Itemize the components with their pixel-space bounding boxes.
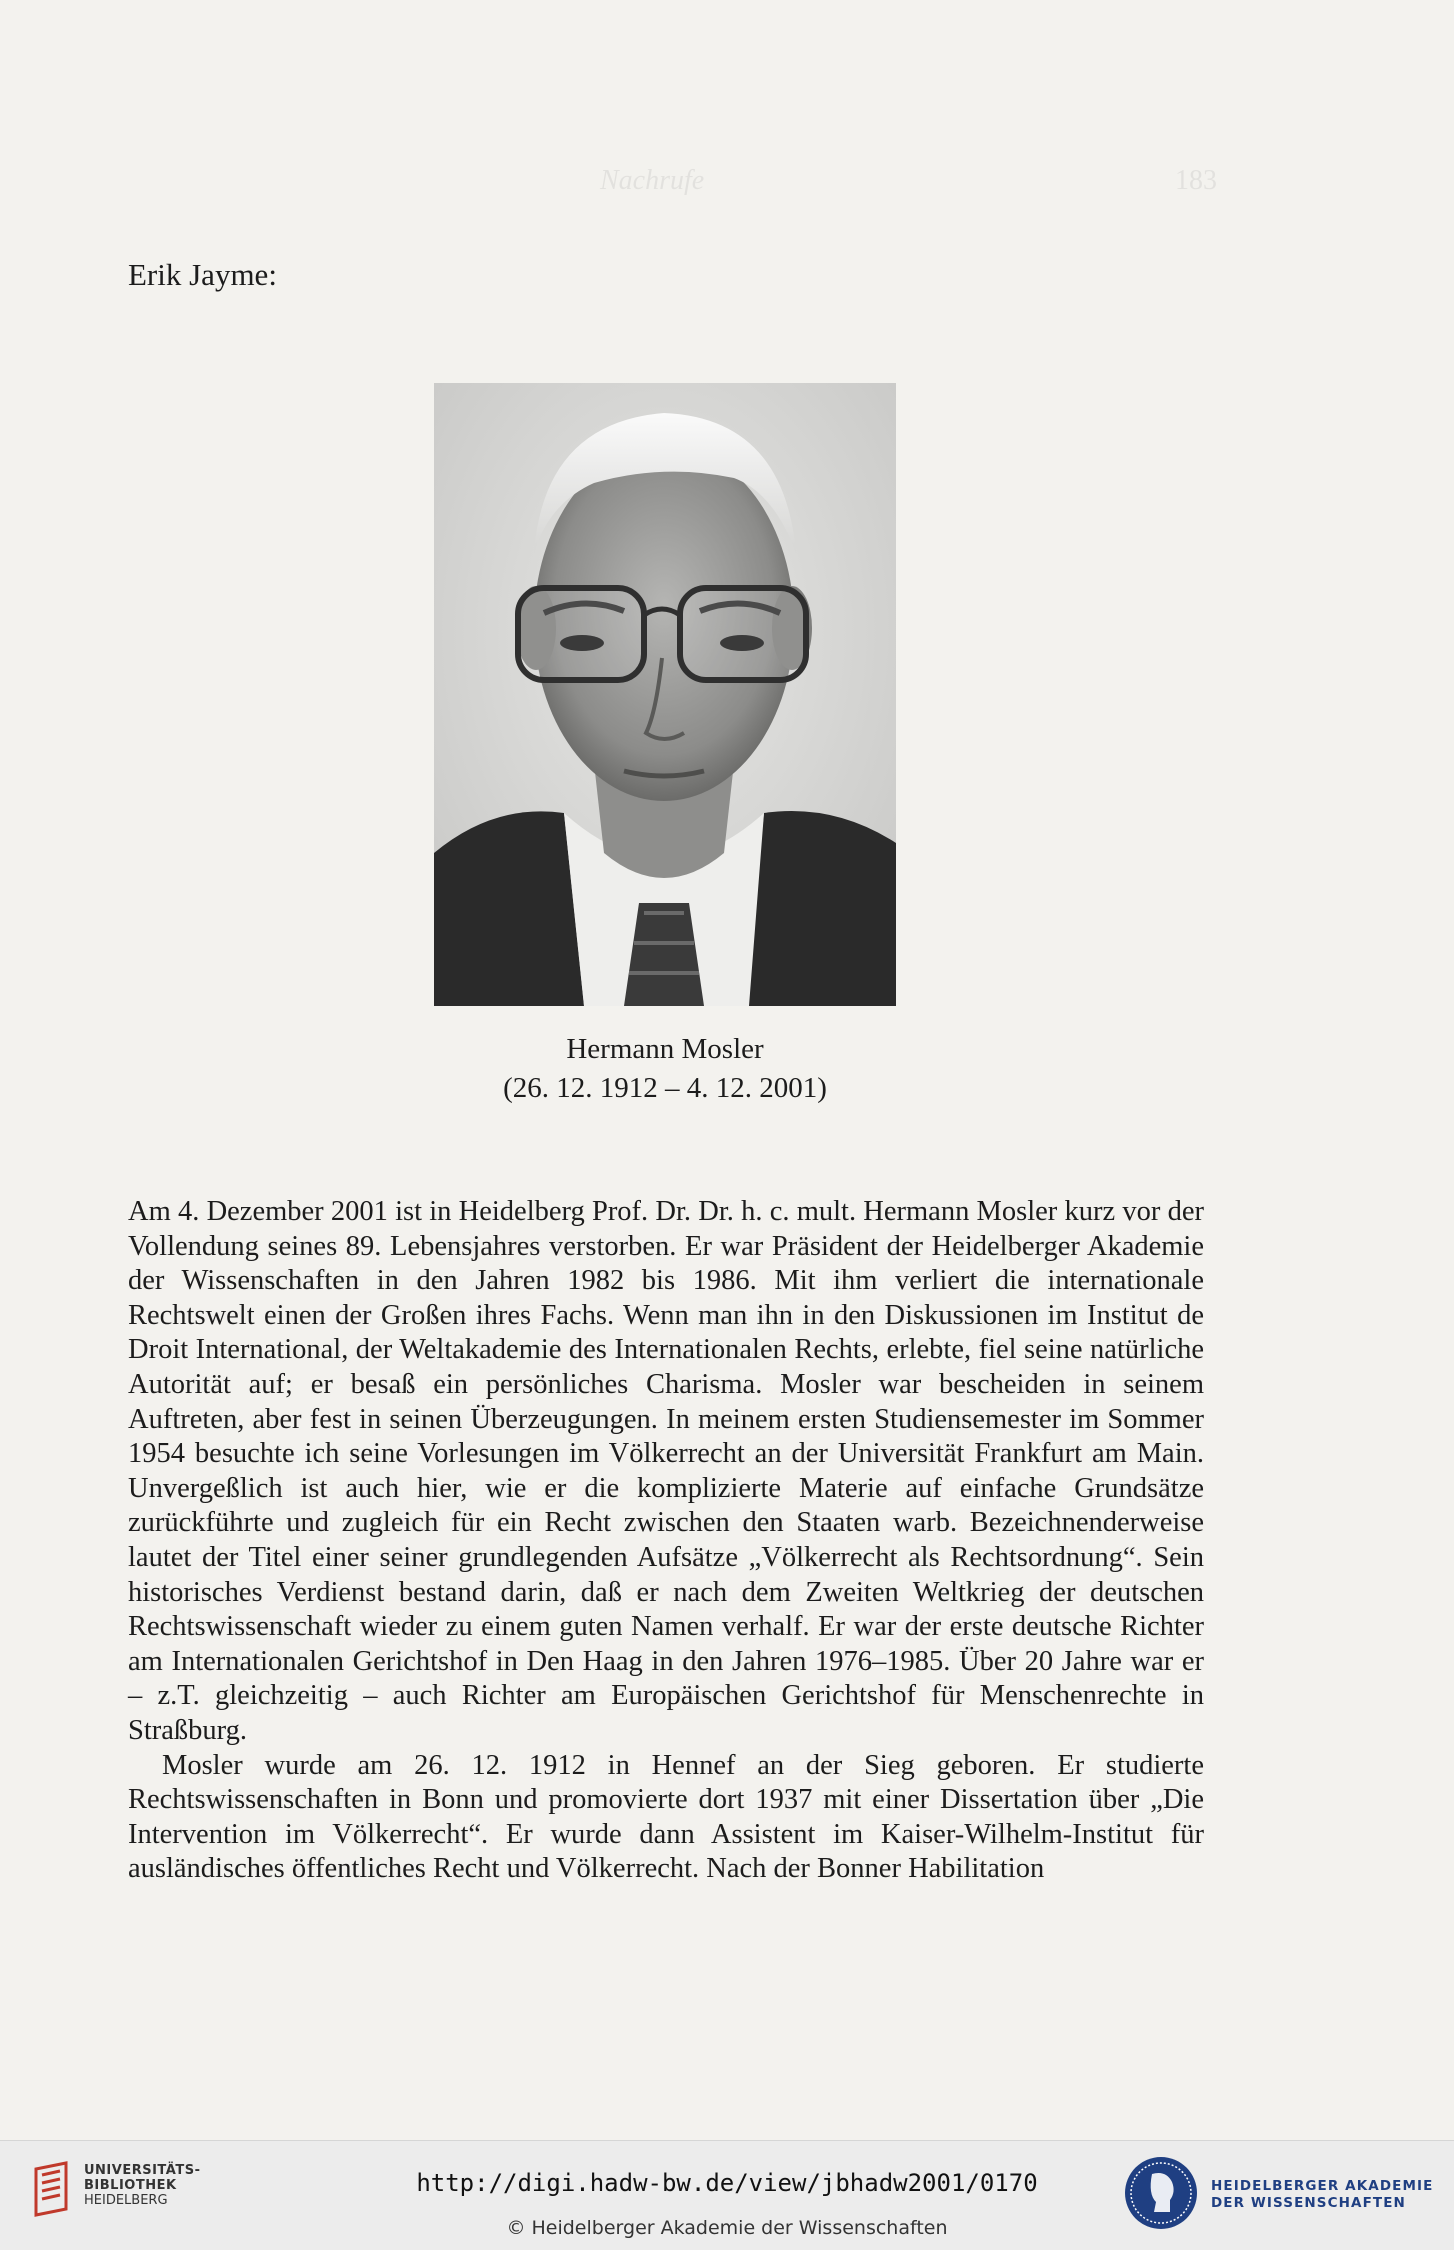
photo-caption-dates: (26. 12. 1912 – 4. 12. 2001) <box>503 1072 827 1104</box>
viewer-footer <box>0 2140 1454 2250</box>
portrait-photo <box>434 383 896 1006</box>
academy-line-1: HEIDELBERGER AKADEMIE <box>1211 2178 1434 2194</box>
photo-caption-name: Hermann Mosler <box>566 1033 764 1065</box>
bleed-through-header: Nachrufe <box>600 165 705 196</box>
obituary-text <box>128 1195 1204 1887</box>
bleed-through-page-number: 183 <box>1175 165 1217 196</box>
library-line-3: HEIDELBERG <box>84 2193 168 2208</box>
academy-line-2: DER WISSENSCHAFTEN <box>1211 2195 1406 2211</box>
library-line-1: UNIVERSITÄTS- <box>84 2163 201 2178</box>
copyright-notice: © Heidelberger Akademie der Wissenschaften <box>506 2217 948 2239</box>
academy-seal-logo-icon[interactable] <box>1122 2154 1200 2237</box>
paragraph: Am 4. Dezember 2001 ist in Heidelberg Prof. Dr. Dr. h. c. mult. Hermann Mosler kurz vor der Vollendung seines 89. Lebensjahres verstorben. Er war Präsident der Heidelberger Akademie der Wissenschaften in den Jahren 1982 bis 1986. Mit ihm verliert die internationale Rechtswelt einen der Großen ihres Fachs. Wenn man ihn in den Diskussionen im Institut de Droit International, der Weltakademie des Internationalen Rechts, erlebte, fiel seine natürliche Autorität auf; er besaß ein persönliches Charisma. Mosler war bescheiden in seinem Auftreten, aber fest in seinen Überzeugungen. In meinem ersten Studiensemester im Sommer 1954 besuchte ich seine Vorlesungen im Völkerrecht an der Universität Frankfurt am Main. Unvergeßlich ist auch hier, wie er die komplizierte Materie auf einfache Grundsätze zurückführte und zugleich für ein Recht zwischen den Staaten warb. Bezeichnenderweise lautet der Titel einer seiner grundlegenden Aufsätze „Völkerrecht als Rechtsordnung“. Sein historisches Verdienst bestand darin, daß er nach dem Zweiten Weltkrieg der deutschen Rechtswissenschaft wieder zu einem guten Namen verhalf. Er war der erste deutsche Richter am Internationalen Gerichtshof in Den Haag in den Jahren 1976–1985. Über 20 Jahre war er – z.T. gleichzeitig – auch Richter am Europäischen Gerichtshof für Menschenrechte in Straßburg. <box>128 1196 1204 1746</box>
library-line-2: BIBLIOTHEK <box>84 2178 177 2193</box>
permalink-url[interactable]: http://digi.hadw-bw.de/view/jbhadw2001/0170 <box>416 2169 1038 2197</box>
author-name: Erik Jayme: <box>128 257 277 292</box>
academy-name[interactable] <box>1211 2178 1433 2212</box>
paragraph: Mosler wurde am 26. 12. 1912 in Hennef an der Sieg geboren. Er studierte Rechtswissenschaften in Bonn und promovierte dort 1937 mit einer Dissertation über „Die Intervention im Völkerrecht“. Er wurde dann Assistent im Kaiser-Wilhelm-Institut für ausländisches öffentliches Recht und Völkerrecht. Nach der Bonner Habilitation <box>128 1749 1204 1885</box>
